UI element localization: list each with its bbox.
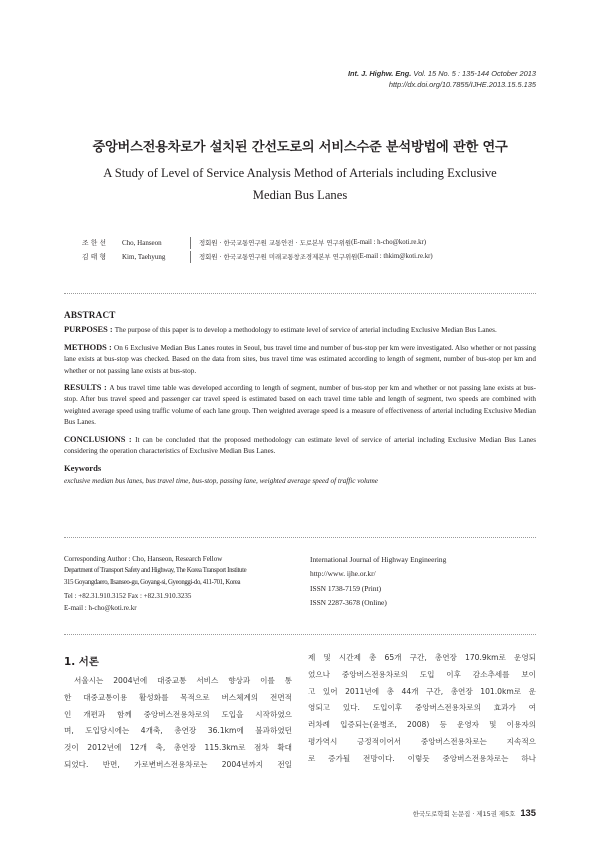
abstract-label: METHODS : xyxy=(64,342,115,352)
author-name-korean: 김 태 형 xyxy=(82,253,107,261)
abstract-label: PURPOSES : xyxy=(64,325,115,335)
abstract-text: It can be concluded that the proposed methodology can estimate level of service of arterial including Exclusive Median Bus Lanes considering the operation characteristics of Exclusive Median Bus Lanes. xyxy=(64,435,536,456)
author-list xyxy=(82,236,433,264)
corresponding-author-address: 315 Goyangdaero, Ilsanseo-gu, Goyang-si, Gyeonggi-do, 411-701, Korea xyxy=(64,579,241,587)
divider-dotted xyxy=(64,634,536,635)
author-divider xyxy=(190,237,191,249)
body-line: 영되고 있다. 도입이후 중앙버스전용차로의 효과가 여 xyxy=(308,703,536,713)
abstract-conclusions xyxy=(64,434,536,458)
author-affiliation: 정회원 · 한국교통연구원 교통안전 · 도로본부 연구위원 xyxy=(199,239,352,247)
body-line: 었으나 중앙버스전용차로의 도입 이후 감소추세를 보이 xyxy=(308,669,536,679)
abstract-text: On 6 Exclusive Median Bus Lanes routes in Seoul, bus travel time and number of bus-stop per km were investigated. Also whether or not passing lane exists at bus-stop was checked. Based on the data from sites, bus travel time was estimated according to length of segment, number of bus-stop per km and whether or not passing lane exists at bus-stop. xyxy=(64,343,536,375)
body-line: 서울시는 2004년에 대중교통 서비스 향상과 이를 통 xyxy=(74,676,292,685)
abstract-text: A bus travel time table was developed according to length of segment, number of bus-stop per km and whether or not passing lane exists at bus-stop. After bus travel speed and passenger car travel speed is estimated based on each travel time table and length of segment, two speeds are combined with weighted average speed using traffic volume of each lane group. Then weighted average speed is a measure of effectiveness of arterial including Exclusive Median Bus Lanes. xyxy=(64,384,536,427)
abstract-text: The purpose of this paper is to develop a methodology to estimate level of service of arterial including Exclusive Median Bus Lanes. xyxy=(114,326,497,335)
abstract-label: CONCLUSIONS : xyxy=(64,434,136,444)
issn-print: ISSN 1738-7159 (Print) xyxy=(310,583,382,593)
body-line: 평가역시 긍정적이어서 중앙버스전용차로는 지속적으 xyxy=(308,736,536,746)
author-row xyxy=(82,236,433,250)
abstract-label: RESULTS : xyxy=(64,383,110,393)
abstract-block xyxy=(64,310,536,487)
page-footer xyxy=(413,807,536,818)
corresponding-author-phone: Tel : +82.31.910.3152 Fax : +82.31.910.3235 xyxy=(64,591,192,600)
body-column-right xyxy=(308,650,536,768)
body-line: 로 증가될 전망이다. 이렇듯 중앙버스전용차로는 하나 xyxy=(308,753,536,763)
body-column-left xyxy=(64,654,292,774)
issn-online: ISSN 2287-3678 (Online) xyxy=(310,598,387,608)
title-english-line-1: A Study of Level of Service Analysis Method of Arterials including Exclusive xyxy=(103,166,497,180)
author-row xyxy=(82,250,433,264)
author-affiliation: 정회원 · 한국교통연구원 미래교통창조경제본부 연구위원 xyxy=(199,253,358,261)
body-line: 인 개편과 함께 중앙버스전용차로의 도입을 시작하였으 xyxy=(64,709,292,719)
author-email: (E-mail : thkim@koti.re.kr) xyxy=(357,253,433,260)
page-number: 135 xyxy=(520,807,536,818)
title-korean: 중앙버스전용차로가 설치된 간선도로의 서비스수준 분석방법에 관한 연구 xyxy=(92,140,508,155)
keywords-list: exclusive median bus lanes, bus travel time, bus-stop, passing lane, weighted average speed of traffic volume xyxy=(64,476,378,485)
journal-volume: Vol. 15 No. 5 : 135-144 October 2013 xyxy=(411,69,536,78)
author-divider xyxy=(190,251,191,263)
author-name-english: Cho, Hanseon xyxy=(122,239,162,247)
corresponding-author-name: Corresponding Author : Cho, Hanseon, Research Fellow xyxy=(64,555,223,563)
corresponding-author-email[interactable]: E-mail : h-cho@koti.re.kr xyxy=(64,603,137,612)
journal-citation xyxy=(348,68,536,90)
body-line: 러차례 입증되는(윤병조, 2008) 등 운영자 및 이용자의 xyxy=(308,720,536,730)
abstract-purposes xyxy=(64,324,536,336)
title-english-line-2: Median Bus Lanes xyxy=(252,188,348,202)
body-line: 제 및 시간제 총 65개 구간, 총연장 170.9km로 운영되 xyxy=(308,653,536,662)
abstract-heading: ABSTRACT xyxy=(64,310,116,320)
body-line: 한 대중교통이용 활성화를 목적으로 버스체계의 전면적 xyxy=(64,692,292,702)
body-line: 되었다. 반면, 가로변버스전용차로는 2004년까지 전일 xyxy=(64,759,292,769)
divider-dotted xyxy=(64,537,536,538)
journal-abbrev: Int. J. Highw. Eng. xyxy=(347,69,412,78)
journal-website[interactable]: http://www. ijhe.or.kr/ xyxy=(310,569,376,579)
corresponding-author-block xyxy=(64,553,304,614)
author-email: (E-mail : h-cho@koti.re.kr) xyxy=(351,239,427,246)
footer-journal-issue: 한국도로학회 논문집 · 제15권 제5호 xyxy=(412,810,516,818)
body-line: 고 있어 2011년에 총 44개 구간, 총연장 101.0km로 운 xyxy=(308,686,536,696)
author-name-english: Kim, Taehyung xyxy=(122,253,166,261)
abstract-results xyxy=(64,382,536,429)
doi-link[interactable]: http://dx.doi.org/10.7855/IJHE.2013.15.5.135 xyxy=(388,80,536,89)
body-line: 며, 도입당시에는 4개축, 총연장 36.1km에 불과하였던 xyxy=(64,726,292,736)
author-name-korean: 조 한 선 xyxy=(82,239,107,247)
keywords-heading: Keywords xyxy=(64,463,102,474)
corresponding-author-department: Department of Transport Safety and Highway, The Korea Transport Institute xyxy=(64,567,247,575)
abstract-methods xyxy=(64,342,536,377)
title-english xyxy=(60,162,540,206)
divider-dotted xyxy=(64,293,536,294)
journal-full-name: International Journal of Highway Engineering xyxy=(310,555,447,564)
body-line: 것이 2012년에 12개 축, 총연장 115.3km로 점차 확대 xyxy=(64,743,292,753)
section-title: 1. 서론 xyxy=(64,656,99,668)
journal-info-block xyxy=(310,553,536,611)
